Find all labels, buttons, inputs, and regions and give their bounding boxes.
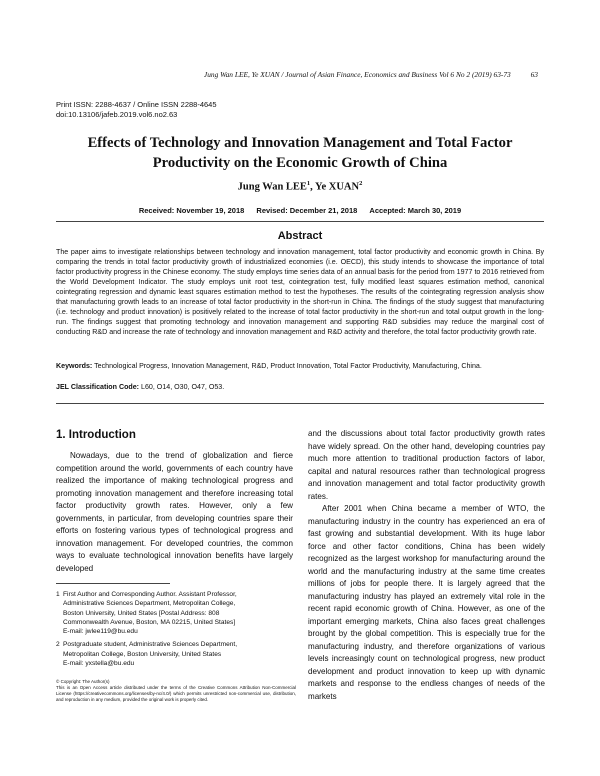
title-line-2: Productivity on the Economic Growth of China	[152, 155, 448, 171]
left-column	[56, 450, 293, 575]
author-1: Jung Wan LEE	[237, 181, 307, 193]
footnote-line: Administrative Sciences Department, Metropolitan College,	[63, 600, 236, 608]
footnote-line: Postgraduate student, Administrative Sciences Department,	[63, 641, 238, 649]
running-head-text: Jung Wan LEE, Ye XUAN / Journal of Asian Finance, Economics and Business Vol 6 No 2 (2019) 63-73	[203, 70, 511, 79]
author-2-affiliation-mark: 2	[359, 180, 363, 187]
jel-codes	[56, 382, 544, 392]
footnote-email: E-mail: jwlee119@bu.edu	[63, 628, 138, 636]
author-1-affiliation-mark: 1	[306, 180, 311, 187]
footnote-divider	[56, 583, 170, 584]
right-column	[308, 428, 545, 703]
page-number: 63	[530, 70, 538, 79]
abstract-heading: Abstract	[277, 230, 323, 242]
footnote-number: 1	[56, 591, 60, 598]
footnote-line: Boston University, United States [Postal Address: 808	[63, 609, 220, 617]
footnote-number: 2	[56, 641, 60, 649]
footnote-line: First Author and Corresponding Author. Assistant Professor,	[63, 591, 237, 598]
copyright-notice	[56, 679, 296, 703]
received-date: Received: November 19, 2018	[138, 206, 245, 215]
revised-date: Revised: December 21, 2018	[256, 206, 358, 215]
author-separator: ,	[310, 181, 316, 193]
footnote	[56, 640, 293, 668]
paper-title	[70, 133, 530, 173]
running-head	[40, 70, 538, 79]
intro-paragraph-1: Nowadays, due to the trend of globalization and fierce competition around the world, governments of each country have realized the importance of making technological progress and promoting innovation management and therefore increasing total factor productivity growth rates. However, only a few governments, in particular, from developing countries spare their efforts on fostering various types of technological progress and innovation management. For developed countries, the common ways to evaluate technological innovation benefits have largely developed	[56, 451, 293, 573]
keywords-label: Keywords:	[56, 362, 93, 370]
submission-dates	[56, 206, 544, 215]
footnote-line: Metropolitan College, Boston University, United States	[63, 650, 222, 658]
jel-text: L60, O14, O30, O47, O53.	[139, 383, 225, 391]
footnotes	[56, 590, 293, 672]
top-divider	[56, 221, 544, 222]
doi-line: doi:10.13106/jafeb.2019.vol6.no2.63	[56, 110, 178, 119]
footnote	[56, 590, 293, 636]
issn-line: Print ISSN: 2288-4637 / Online ISSN 2288-4645	[56, 100, 217, 109]
bottom-divider	[56, 403, 544, 404]
intro-paragraph-1-continued: and the discussions about total factor productivity growth rates have widely spread. On the other hand, developing countries pay much more attention to traditional production factors of labor, capital and natural resources rather than technological progress and innovation management and total factor productivity growth rates.	[308, 429, 545, 501]
footnote-email: E-mail: yxstella@bu.edu	[63, 660, 135, 668]
author-list	[0, 180, 600, 193]
abstract-body: The paper aims to investigate relationships between technology and innovation management, total factor productivity and economic growth in China. By comparing the trends in total factor productivity growth of industrialized economies (i.e. OECD), this study intends to showcase the importance of total factor productivity progress in the Chinese economy. The study employs time series data of an annual basis for the period from 1977 to 2016 retrieved from the World Development Indicator. The study employs unit root test, cointegration test, fully modified least squares estimation method, canonical cointegrating regression and dynamic least squares estimation method to test the hypotheses. The results of the cointegrating regression analysis show that manufacturing growth leads to an increase of total factor productivity in the short-run in China. The findings of the study suggest that manufacturing (i.e. technology and product innovation) is positively related to the increase of total factor productivity in the short-run and total output growth in the long-run. The findings suggest that promoting technology and innovation management and supporting R&D subsidies may reduce the marginal cost of conducting R&D and increase the rate of technology and innovation management and R&D activity and therefore, the total factor productivity growth rate.	[56, 248, 544, 336]
author-2: Ye XUAN	[315, 181, 360, 193]
copyright-line: © Copyright: The Author(s)	[56, 679, 110, 684]
jel-label: JEL Classification Code:	[56, 383, 140, 391]
keywords-text: Technological Progress, Innovation Management, R&D, Product Innovation, Total Factor Productivity, Manufacturing, China.	[92, 362, 482, 370]
intro-paragraph-2: After 2001 when China became a member of WTO, the manufacturing industry in the country has experienced an era of fast growing and substantial development. With its huge labor force and other factor conditions, China has been widely recognized as the largest workshop for manufacturing around the world and the manufacturing industry at the same time creates millions of jobs for people there. It is largely agreed that the manufacturing industry has played an extremely vital role in the recent rapid economic growth of China. However, as one of the important emerging markets, China also faces great challenges brought by the global competition. This is especially true for the manufacturing industry, and therefore organizations of various levels increasingly count on technological progress, new product development and product innovation to keep up with dynamic markets and response to the endless changes of needs of the markets	[308, 504, 545, 701]
title-line-1: Effects of Technology and Innovation Management and Total Factor	[87, 135, 513, 151]
footnote-line: Commonwealth Avenue, Boston, MA 02215, United States]	[63, 618, 236, 626]
introduction-heading: 1. Introduction	[56, 429, 136, 441]
accepted-date: Accepted: March 30, 2019	[369, 206, 462, 215]
keywords	[56, 361, 544, 371]
issn-block	[56, 100, 217, 120]
license-text: This is an Open Access article distributed under the terms of the Creative Commons Attribution Non-Commercial License (https://creativecommons.org/licenses/by-nc/4.0/) which permits unrestricted non-commercial use, distribution, and reproduction in any medium, provided the original work is properly cited.	[56, 685, 296, 702]
